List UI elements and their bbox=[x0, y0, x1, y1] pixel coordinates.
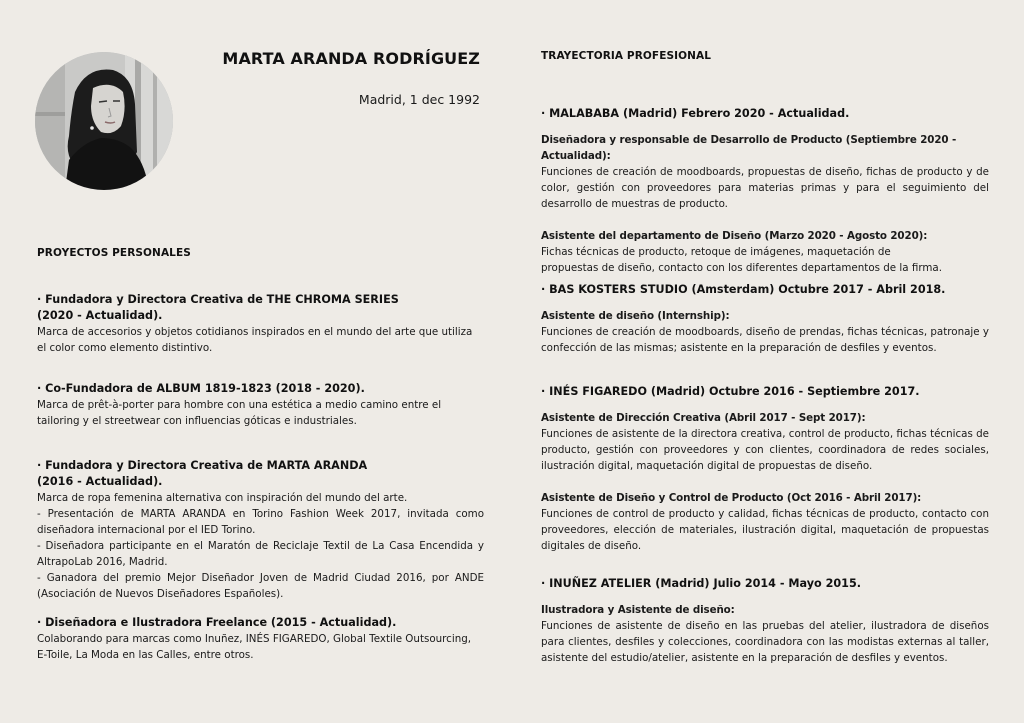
company-heading: · BAS KOSTERS STUDIO (Amsterdam) Octubre 2017 - Abril 2018. bbox=[541, 283, 946, 296]
project-item bbox=[37, 292, 484, 356]
full-name: MARTA ARANDA RODRÍGUEZ bbox=[222, 49, 480, 68]
job-description: Funciones de creación de moodboards, propuestas de diseño, fichas de producto y de color, gestión con proveedores para materias primas y para el seguimiento del desarrollo de muestras de producto. bbox=[541, 166, 989, 210]
project-heading: · Co-Fundadora de ALBUM 1819-1823 (2018 - 2020). bbox=[37, 382, 365, 395]
job-description: Funciones de control de producto y calidad, fichas técnicas de producto, contacto con proveedores, elección de materiales, ilustración digital, maquetación de propuestas digitales de diseño. bbox=[541, 508, 989, 552]
project-description: Marca de ropa femenina alternativa con inspiración del mundo del arte. bbox=[37, 492, 408, 504]
job-description: Funciones de creación de moodboards, diseño de prendas, fichas técnicas, patronaje y confección de las mismas; asistente en la preparación de desfiles y eventos. bbox=[541, 326, 989, 354]
job-description: Funciones de asistente de diseño en las pruebas del atelier, ilustradora de diseños para clientes, desfiles y colecciones, coordinadora con las modistas externas al taller, asistente del estudio/atelier, asistente en la preparación de desfiles y eventos. bbox=[541, 620, 989, 664]
company-heading: · MALABABA (Madrid) Febrero 2020 - Actualidad. bbox=[541, 107, 850, 120]
portrait-image bbox=[35, 52, 173, 190]
company-entry bbox=[541, 282, 989, 356]
project-item bbox=[37, 615, 484, 663]
portrait-photo bbox=[35, 52, 173, 190]
company-entry bbox=[541, 384, 989, 554]
company-heading: · INÉS FIGAREDO (Madrid) Octubre 2016 - Septiembre 2017. bbox=[541, 385, 920, 398]
project-achievement: - Presentación de MARTA ARANDA en Torino Fashion Week 2017, invitada como diseñadora internacional por el IED Torino. bbox=[37, 508, 484, 536]
project-heading: · Fundadora y Directora Creativa de MARTA ARANDA (2016 - Actualidad). bbox=[37, 459, 368, 488]
job-title: Asistente de Diseño y Control de Producto (Oct 2016 - Abril 2017): bbox=[541, 492, 922, 504]
project-item bbox=[37, 381, 484, 429]
job-description-line: Fichas técnicas de producto, retoque de imágenes, maquetación de bbox=[541, 246, 891, 258]
job-title: Asistente del departamento de Diseño (Marzo 2020 - Agosto 2020): bbox=[541, 230, 928, 242]
project-heading: · Diseñadora e Ilustradora Freelance (2015 - Actualidad). bbox=[37, 616, 397, 629]
job-description-line: propuestas de diseño, contacto con los diferentes departamentos de la firma. bbox=[541, 262, 943, 274]
project-achievement: - Ganadora del premio Mejor Diseñador Joven de Madrid Ciudad 2016, por ANDE (Asociación de Nuevos Diseñadores Españoles). bbox=[37, 572, 484, 600]
job-title: Asistente de Dirección Creativa (Abril 2017 - Sept 2017): bbox=[541, 412, 866, 424]
birth-place-date: Madrid, 1 dec 1992 bbox=[358, 92, 480, 107]
job-title: Ilustradora y Asistente de diseño: bbox=[541, 604, 735, 616]
project-description: Colaborando para marcas como Inuñez, INÉS FIGAREDO, Global Textile Outsourcing, E-Toile, La Moda en las Calles, entre otros. bbox=[37, 633, 472, 661]
job-title: Diseñadora y responsable de Desarrollo de Producto (Septiembre 2020 - Actualidad): bbox=[541, 134, 957, 162]
company-heading: · INUÑEZ ATELIER (Madrid) Julio 2014 - Mayo 2015. bbox=[541, 577, 861, 590]
project-description: Marca de accesorios y objetos cotidianos inspirados en el mundo del arte que utiliza el color como elemento distintivo. bbox=[37, 326, 473, 354]
project-heading: · Fundadora y Directora Creativa de THE CHROMA SERIES (2020 - Actualidad). bbox=[37, 293, 399, 322]
project-achievement: - Diseñadora participante en el Maratón de Reciclaje Textil de La Casa Encendida y AltrapoLab 2016, Madrid. bbox=[37, 540, 484, 568]
job-description: Funciones de asistente de la directora creativa, control de producto, fichas técnicas de producto, gestión con proveedores y con clientes, coordinadora de redes sociales, ilustración digital, maquetación digital de propuestas de diseño. bbox=[541, 428, 989, 472]
job-title: Asistente de diseño (Internship): bbox=[541, 310, 730, 322]
project-description: Marca de prêt-à-porter para hombre con una estética a medio camino entre el tailoring y el streetwear con influencias góticas e industriales. bbox=[37, 399, 442, 427]
company-entry bbox=[541, 106, 989, 276]
company-entry bbox=[541, 576, 989, 666]
section-title-personal-projects: PROYECTOS PERSONALES bbox=[37, 247, 191, 259]
section-title-career: TRAYECTORIA PROFESIONAL bbox=[541, 50, 712, 62]
project-item bbox=[37, 458, 484, 602]
